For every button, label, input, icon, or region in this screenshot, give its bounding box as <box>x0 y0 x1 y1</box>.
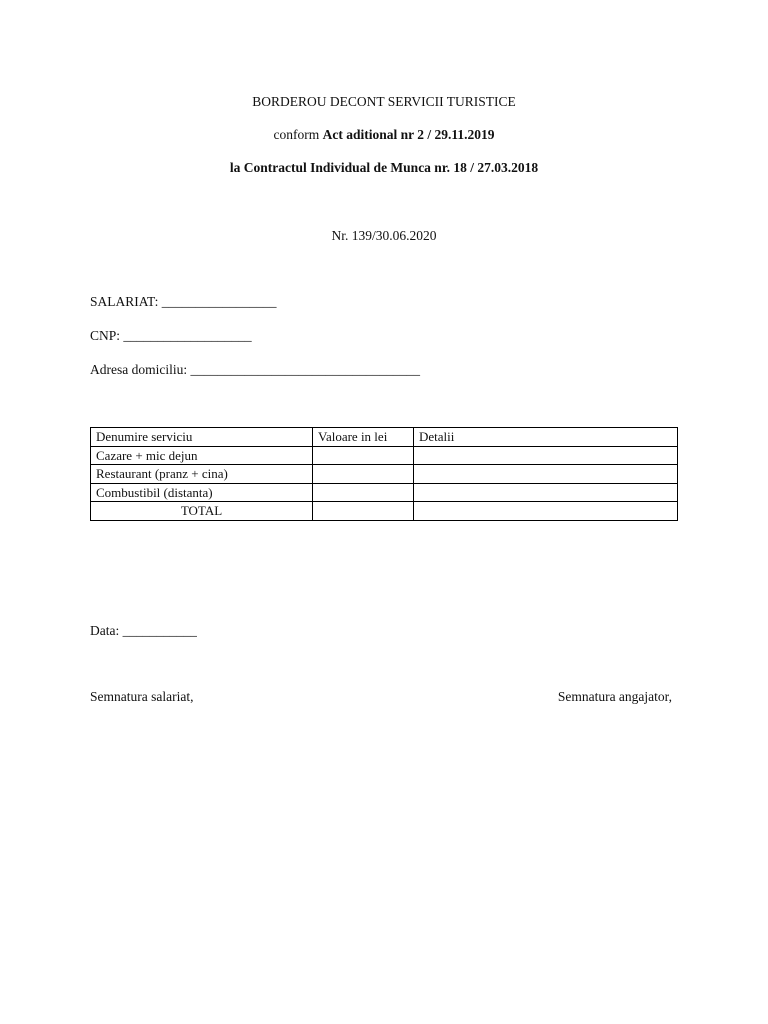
table-header-row <box>91 428 678 447</box>
service-name-cell: Restaurant (pranz + cina) <box>91 465 313 484</box>
cnp-field: CNP: ___________________ <box>90 328 252 343</box>
total-value-cell <box>313 502 414 521</box>
contract-reference: la Contractul Individual de Munca nr. 18 / 27.03.2018 <box>229 160 539 175</box>
table-row <box>91 483 678 502</box>
document-title: BORDEROU DECONT SERVICII TURISTICE <box>252 94 516 109</box>
total-details-cell <box>414 502 678 521</box>
date-field: Data: ___________ <box>90 623 197 638</box>
address-field: Adresa domiciliu: __________________________________ <box>90 362 420 377</box>
details-cell <box>414 465 678 484</box>
table-row <box>91 465 678 484</box>
table-total-row <box>91 502 678 521</box>
services-table <box>90 427 678 521</box>
subtitle-prefix: conform <box>273 127 323 142</box>
document-subtitle <box>0 127 768 143</box>
service-name-cell: Combustibil (distanta) <box>91 483 313 502</box>
document-number: Nr. 139/30.06.2020 <box>331 228 437 243</box>
employee-signature-label: Semnatura salariat, <box>90 689 194 704</box>
value-cell <box>313 483 414 502</box>
employee-field: SALARIAT: _________________ <box>90 294 277 309</box>
employer-signature-label: Semnatura angajator, <box>557 689 672 704</box>
value-cell <box>313 446 414 465</box>
value-cell <box>313 465 414 484</box>
header-details: Detalii <box>414 428 678 447</box>
service-name-cell: Cazare + mic dejun <box>91 446 313 465</box>
details-cell <box>414 483 678 502</box>
header-service-name: Denumire serviciu <box>91 428 313 447</box>
table-row <box>91 446 678 465</box>
details-cell <box>414 446 678 465</box>
addendum-reference: Act aditional nr 2 / 29.11.2019 <box>322 127 495 142</box>
total-label: TOTAL <box>91 502 313 521</box>
header-value: Valoare in lei <box>313 428 414 447</box>
